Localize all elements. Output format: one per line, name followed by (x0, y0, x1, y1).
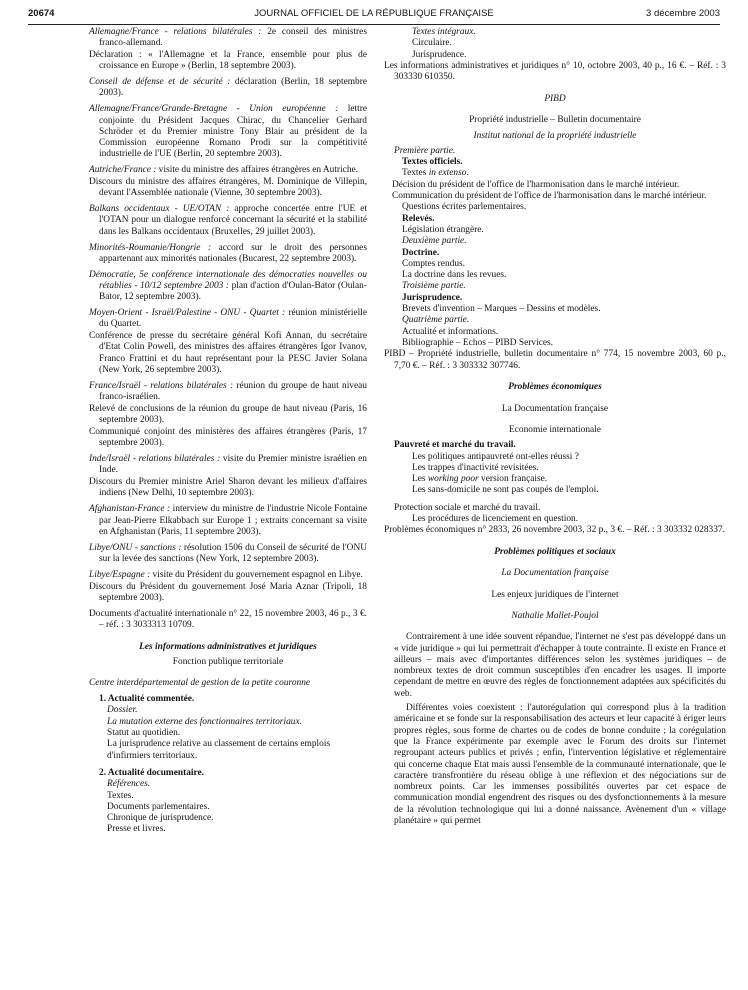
entry-paragraph (89, 543, 367, 566)
entry-keyword: Autriche/France : (89, 165, 157, 176)
entry-text: visite du Président du gouvernement espagnol en Libye. (150, 569, 363, 580)
item-title-actualite-commentee: 1. Actualité commentée. (99, 694, 195, 705)
item-line: La mutation externe des fonctionnaires territoriaux. (107, 716, 302, 727)
item-line: Références. (107, 779, 151, 790)
eco-line: Les sans-domicile ne sont pas coupés de l'emploi. (412, 485, 599, 496)
entry-paragraph (89, 308, 367, 331)
item-line: Chronique de jurisprudence. (107, 813, 214, 824)
pibd-institute: Institut national de la propriété industrielle (473, 130, 637, 141)
sub-heading: Pauvreté et marché du travail. (394, 440, 516, 451)
problemes-eco-subtitle: Economie internationale (509, 424, 601, 435)
entry-text: réunion du groupe de haut niveau franco-israélien. (99, 380, 367, 403)
pibd-line: Comptes rendus. (402, 258, 466, 269)
entry-text: Conférence de presse du secrétaire général Kofi Annan, du secrétaire d'Etat Colin Powell, des ministres des affaires étrangères Igor Ivanov, Franco Frattini et du haut représentant pour la PESC Javier Solana (New York, 26 septembre 2003). (89, 331, 367, 376)
pibd-line: Actualité et informations. (402, 326, 499, 337)
entry-text: accord sur le droit des personnes appartenant aux minorités nationales (Bucarest, 22 septembre 2003). (99, 242, 367, 264)
part-heading: Deuxième partie. (402, 236, 467, 247)
entry-paragraph (89, 104, 367, 160)
journal-title: JOURNAL OFFICIEL DE LA RÉPUBLIQUE FRANÇAISE (254, 8, 494, 19)
center-name: Centre interdépartemental de gestion de la petite couronne (89, 678, 311, 689)
pibd-title: PIBD (544, 93, 566, 104)
body-paragraph: Différentes voies coexistent : l'autorégulation qui correspond plus à la tradition américaine et se fonde sur la responsabilisation des acteurs et leur capacité à ériger leurs propres règles, sous forme de chartes ou de codes de bonne conduite ; la corégulation que la France expérimente par exemple avec le Forum des droits sur l'internet regroupant acteurs publics et privés ; enfin, l'intervention législative et réglementaire qui concerne chaque Etat mais aussi l'ensemble de la communauté internationale, que le caractère transfrontière du réseau oblige à une réflexion et des négociations sur de nombreux points. Car les immenses possibilités ouvertes par cet espace de communication mondial engendrent des risques ou des dysfonctionnements à la mesure de la révolution technologique qui lui a donné naissance. Avènement d'un « village planétaire » qui permet (394, 703, 726, 827)
page-number: 20674 (28, 8, 55, 19)
entry-keyword: Afghanistan-France : (89, 504, 171, 515)
entry-paragraph (89, 331, 367, 376)
eco-line: Les working poor version française. (412, 474, 548, 485)
author: Nathalie Mallet-Poujol (511, 610, 599, 621)
pibd-line: Brevets d'invention – Marques – Dessins et modèles. (402, 304, 601, 315)
problemes-eco-title: Problèmes économiques (508, 382, 602, 393)
item-line: Textes. (107, 790, 134, 801)
item-line: Circulaire. (412, 38, 452, 49)
reference-documents-actualite: Documents d'actualité internationale n° 22, 15 novembre 2003, 46 p., 3 €. – réf. : 3 3033313 10709. (89, 608, 367, 630)
entry-paragraph (89, 77, 367, 100)
entry-keyword: Balkans occidentaux - UE/OTAN : (89, 204, 230, 215)
entry-paragraph (89, 243, 367, 266)
eco-line: Protection sociale et marché du travail. (394, 502, 541, 513)
entry-keyword: Minorités-Roumanie/Hongrie : (89, 242, 212, 253)
publisher: La Documentation française (501, 403, 609, 414)
pibd-line: Législation étrangère. (402, 224, 484, 235)
issue-date: 3 décembre 2003 (646, 8, 720, 19)
page-header (28, 0, 720, 25)
sub-heading: Relevés. (402, 213, 435, 224)
entry-keyword: Démocratie, 5e conférence internationale des démocraties nouvelles ou rétablies - 10/12 septembre 2003 : (89, 269, 367, 291)
sub-heading: Jurisprudence. (402, 292, 463, 303)
left-column (89, 27, 367, 836)
entry-paragraph (89, 477, 367, 500)
entry-keyword: Allemagne/France - relations bilatérales : (89, 27, 262, 37)
entry-text: visite du Premier ministre israélien en Inde. (99, 454, 367, 476)
entry-text: résolution 1506 du Conseil de sécurité de l'ONU sur la levée des sanctions (New York, 12 septembre 2003). (99, 542, 367, 564)
item-title-actualite-documentaire: 2. Actualité documentaire. (99, 767, 205, 778)
entry-keyword: Libye/ONU - sanctions : (89, 542, 182, 553)
item-line: Jurisprudence. (412, 49, 467, 60)
entry-paragraph (89, 570, 367, 581)
entry-text: approche concertée entre l'UE et l'OTAN pour un dialogue renforcé concernant la sécurité et la stabilité dans les Balkans occidentaux (Bruxelles, 29 juillet 2003). (99, 204, 368, 237)
sub-heading: Doctrine. (402, 247, 440, 258)
entry-paragraph (89, 177, 367, 200)
entry-paragraph (89, 454, 367, 477)
pibd-line: Décision du président de l'office de l'harmonisation dans le marché intérieur. (392, 179, 680, 190)
item-line: Statut au quotidien. (107, 728, 181, 739)
pibd-line: Questions écrites parlementaires. (402, 202, 527, 213)
entry-text: Discours du ministre des affaires étrangères, M. Dominique de Villepin, devant l'Assemblée nationale (Vienne, 30 septembre 2003). (89, 177, 367, 199)
pibd-line: La doctrine dans les revues. (402, 270, 507, 281)
item-line: Textes intégraux. (412, 27, 476, 37)
section-subtitle: Fonction publique territoriale (172, 657, 284, 668)
entry-paragraph (89, 165, 367, 176)
entry-paragraph (89, 404, 367, 427)
entry-text: Discours du Premier ministre Ariel Sharon devant les milieux d'affaires indiens (New Delhi, 10 septembre 2003). (89, 477, 367, 499)
problemes-pol-title: Problèmes politiques et sociaux (494, 547, 616, 558)
pibd-subtitle: Propriété industrielle – Bulletin documentaire (469, 115, 641, 126)
entry-keyword: Libye/Espagne : (89, 569, 151, 580)
entry-paragraph (89, 504, 367, 538)
entry-paragraph (89, 427, 367, 450)
entry-keyword: Inde/Israël - relations bilatérales : (89, 454, 221, 465)
entry-keyword: Conseil de défense et de sécurité : (89, 77, 231, 88)
entry-text: visite du ministre des affaires étrangères en Autriche. (156, 165, 359, 176)
item-line: Presse et livres. (107, 824, 166, 835)
entry-paragraph (89, 50, 367, 73)
entry-text: 2e conseil des ministres franco-allemand. (99, 27, 367, 49)
problemes-pol-subtitle: Les enjeux juridiques de l'internet (491, 589, 619, 600)
eco-line: Les procédures de licenciement en question. (412, 513, 579, 524)
eco-line: Les politiques antipauvreté ont-elles réussi ? (412, 451, 579, 462)
right-column (384, 27, 726, 830)
eco-line: Les trappes d'inactivité revisitées. (412, 462, 539, 473)
entry-text: Déclaration : « l'Allemagne et la France, ensemble pour plus de croissance en Europe » (Berlin, 18 septembre 2003). (89, 50, 367, 72)
section-title-info-admin: Les informations administratives et juridiques (139, 641, 317, 652)
entry-paragraph (89, 27, 367, 50)
entry-text: Discours du Président du gouvernement José Maria Aznar (Tripoli, 18 septembre 2003). (89, 581, 367, 603)
entry-list (89, 27, 367, 604)
entry-text: plan d'action d'Oulan-Bator (Oulan-Bator, 12 septembre 2003). (99, 280, 367, 303)
pibd-line: Bibliographie – Echos – PIBD Services. (402, 337, 554, 348)
item-line: La jurisprudence relative au classement de certains emplois d'infirmiers territoriaux. (107, 739, 331, 761)
entry-text: Communiqué conjoint des ministères des affaires étrangères (Paris, 17 septembre 2003). (89, 427, 367, 449)
entry-paragraph (89, 582, 367, 605)
sub-heading: Textes officiels. (402, 157, 463, 168)
entry-text: déclaration (Berlin, 18 septembre 2003). (99, 77, 367, 99)
entry-text: Relevé de conclusions de la réunion du groupe de haut niveau (Paris, 16 septembre 2003). (89, 403, 367, 426)
entry-paragraph (89, 204, 367, 238)
entry-paragraph (89, 270, 367, 304)
entry-paragraph (89, 381, 367, 404)
item-line: Dossier. (107, 705, 138, 716)
entry-keyword: France/Israël - relations bilatérales : (89, 380, 234, 391)
reference-info-admin: Les informations administratives et juridiques n° 10, octobre 2003, 40 p., 16 €. – Réf. : 3 303330 610350. (384, 60, 726, 83)
pibd-line: Textes in extenso. (402, 168, 469, 179)
part-heading: Quatrième partie. (402, 315, 470, 326)
pibd-line: Communication du président de l'office de l'harmonisation dans le marché intérieur. (392, 191, 707, 202)
part-heading: Première partie. (394, 145, 456, 156)
reference-problemes-eco: Problèmes économiques n° 2833, 26 novembre 2003, 32 p., 3 €. – Réf. : 3 303332 028337. (384, 525, 725, 536)
part-heading: Troisième partie. (402, 281, 466, 292)
item-line: Documents parlementaires. (107, 801, 210, 812)
entry-text: réunion ministérielle du Quartet. (99, 308, 368, 330)
reference-pibd: PIBD – Propriété industrielle, bulletin documentaire n° 774, 15 novembre 2003, 60 p., 7,70 €. – Réf. : 3 303332 307746. (384, 349, 726, 371)
body-paragraph: Contrairement à une idée souvent répandue, l'internet ne s'est pas développé dans un « vide juridique » qui lui permettrait d'échapper à toute contrainte. Il existe en France et ailleurs – mais avec d'importantes différences selon les systèmes juridiques – de nombreux textes de droit commun susceptibles d'en encadrer les usages. Il importe cependant de mettre en œuvre des règles de fonctionnement adaptées aux spécificités du web. (394, 632, 726, 699)
publisher: La Documentation française (501, 568, 609, 579)
entry-keyword: Moyen-Orient - Israël/Palestine - ONU - Quartet : (89, 308, 286, 319)
entry-keyword: Allemagne/France/Grande-Bretagne - Union européenne : (89, 104, 339, 115)
entry-text: lettre conjointe du Président Jacques Chirac, du Chancelier Gerhard Schröder et du Premier ministre Tony Blair au président de la Commission européenne Romano Prodi sur la compétitivité industrielle de l'UE (Berlin, 20 septembre 2003). (99, 104, 367, 160)
entry-text: interview du ministre de l'industrie Nicole Fontaine par Jean-Pierre Elkabbach sur Europe 1 ; extraits concernant sa visite en Afghanistan (Paris, 11 septembre 2003). (99, 504, 367, 537)
